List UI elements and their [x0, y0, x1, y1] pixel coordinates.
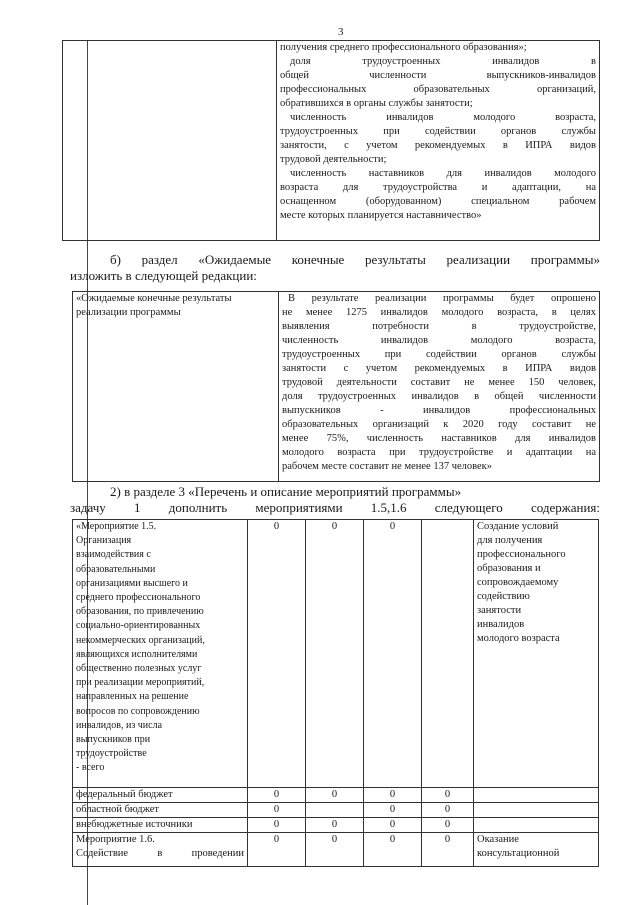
text-line: являющихся исполнителями	[76, 648, 198, 660]
funding-empty	[474, 818, 599, 833]
text-line: оснащенном (оборудованном) специальном рабочем	[280, 196, 596, 207]
table-row	[73, 788, 599, 803]
text-line: обратившихся в органы службы занятости;	[280, 98, 473, 109]
text-line: направленных на решение	[76, 691, 189, 703]
text-line: «Мероприятие 1.5.	[76, 521, 157, 532]
text-line: профессионального	[477, 549, 566, 560]
funding-value: 0	[248, 803, 306, 818]
event-1-6-row	[73, 833, 599, 867]
text-line: менее 75%, численность наставников для инвалидов	[282, 433, 596, 444]
text-line: организациями высшего и	[76, 577, 188, 589]
paragraph-2	[70, 484, 600, 516]
funding-source-label: областной бюджет	[73, 803, 248, 818]
text-line: инвалидов	[477, 619, 525, 630]
event-1-5-row	[73, 520, 599, 788]
text-line: общей численности выпускников-инвалидов	[280, 70, 596, 81]
funding-value: 0	[422, 788, 474, 803]
text-line: рабочем месте составит не менее 137 человек»	[282, 461, 493, 472]
text-line: молодого возраста при трудоустройстве и адаптации на	[282, 447, 596, 458]
text-line: Организация	[76, 535, 132, 547]
funding-value: 0	[364, 818, 422, 833]
funding-value: 0	[364, 803, 422, 818]
funding-value	[306, 803, 364, 818]
text-line: выпускников - инвалидов профессиональных	[282, 405, 596, 416]
text-line: образовательных организаций к 2020 году составит не	[282, 419, 596, 430]
event-1-5-value: 0	[364, 520, 422, 788]
results-text-cell	[279, 292, 600, 482]
text-line: выпускников при	[76, 734, 151, 746]
paragraph-b-line2: изложить в следующей редакции:	[70, 268, 257, 283]
event-1-5-name	[73, 520, 248, 788]
text-line: образовательными	[76, 563, 156, 575]
text-line: инвалидов, из числа	[76, 719, 163, 731]
text-line: образования и	[477, 563, 541, 574]
event-1-6-result	[474, 833, 599, 867]
funding-value: 0	[422, 803, 474, 818]
text-line: при реализации мероприятий,	[76, 677, 205, 689]
funding-empty	[474, 788, 599, 803]
event-1-5-value	[422, 520, 474, 788]
text-line: взаимодействия с	[76, 549, 151, 561]
event-1-5-result	[474, 520, 599, 788]
text-line: трудоустроенных при содействии органов службы	[282, 349, 596, 360]
text-line: не менее 1275 инвалидов молодого возраста, в целях	[282, 307, 596, 318]
text-line: Мероприятие 1.6.	[76, 834, 155, 845]
text-line: В результате реализации программы будет опрошено	[288, 293, 596, 304]
text-line: социально-ориентированных	[76, 620, 201, 632]
paragraph-b-line1: б) раздел «Ожидаемые конечные результаты реализации программы»	[110, 252, 600, 267]
text-line: возраста для трудоустройства и адаптации, на	[280, 182, 596, 193]
text-line: консультационной	[477, 848, 560, 859]
table-row	[73, 803, 599, 818]
text-line: образования, по привлечению	[76, 606, 204, 618]
text-line: трудоустройстве	[76, 748, 147, 760]
paragraph-2-line2: задачу 1 дополнить мероприятиями 1.5,1.6 следующего содержания:	[70, 500, 600, 515]
text-line: Создание условий	[477, 521, 559, 532]
results-table	[72, 291, 600, 482]
text-line: месте которых планируется наставничество»	[280, 210, 482, 221]
funding-value: 0	[364, 788, 422, 803]
text-line: занятости	[477, 605, 522, 616]
indicators-left-cell	[63, 41, 277, 241]
text-line: общественно полезных услуг	[76, 663, 202, 675]
funding-empty	[474, 803, 599, 818]
funding-value: 0	[248, 818, 306, 833]
text-line: доля трудоустроенных инвалидов в общей численности	[282, 391, 596, 402]
text-line: трудовой деятельности;	[280, 154, 387, 165]
event-1-6-value: 0	[422, 833, 474, 867]
funding-value: 0	[306, 818, 364, 833]
table-row	[73, 818, 599, 833]
text-line: трудовой деятельности составит не менее 150 человек,	[282, 377, 596, 388]
text-line: трудоустроенных при содействии органов службы	[280, 126, 596, 137]
page-number: 3	[338, 26, 344, 38]
funding-value: 0	[248, 788, 306, 803]
text-line: доля трудоустроенных инвалидов в	[290, 56, 596, 67]
event-1-6-name	[73, 833, 248, 867]
text-line: получения среднего профессионального образования»;	[280, 42, 527, 53]
text-line: сопровождаемому	[477, 577, 559, 588]
text-line: занятости, с учетом рекомендуемых в ИПРА видов	[280, 140, 596, 151]
text-line: - всего	[76, 762, 105, 774]
event-1-5-value: 0	[306, 520, 364, 788]
text-line: численность инвалидов молодого возраста,	[290, 112, 596, 123]
text-line: среднего профессионального	[76, 592, 201, 604]
events-table	[72, 519, 599, 867]
event-1-6-value: 0	[306, 833, 364, 867]
text-line: для получения	[477, 535, 543, 546]
event-1-5-value: 0	[248, 520, 306, 788]
funding-value: 0	[422, 818, 474, 833]
text-line: численность инвалидов молодого возраста,	[282, 335, 596, 346]
event-1-6-value: 0	[248, 833, 306, 867]
text-line: занятости с учетом рекомендуемых в ИПРА видов	[282, 363, 596, 374]
results-label-cell: «Ожидаемые конечные результаты реализации программы	[73, 292, 279, 482]
funding-value: 0	[306, 788, 364, 803]
text-line: Оказание	[477, 834, 519, 845]
text-line: молодого возраста	[477, 633, 560, 644]
indicators-table	[62, 40, 600, 241]
paragraph-b	[70, 252, 600, 284]
text-line: Содействие в проведении	[76, 848, 244, 859]
text-line: содействию	[477, 591, 530, 602]
event-1-6-value: 0	[364, 833, 422, 867]
indicators-text-cell	[277, 41, 600, 241]
funding-source-label: федеральный бюджет	[73, 788, 248, 803]
text-line: вопросов по сопровождению	[76, 705, 200, 717]
text-line: некоммерческих организаций,	[76, 634, 205, 646]
text-line: выявления потребности в трудоустройстве,	[282, 321, 596, 332]
text-line: профессиональных образовательных организаций,	[280, 84, 596, 95]
text-line: численность наставников для инвалидов молодого	[290, 168, 596, 179]
paragraph-2-line1: 2) в разделе 3 «Перечень и описание мероприятий программы»	[110, 484, 462, 499]
funding-source-label: внебюджетные источники	[73, 818, 248, 833]
